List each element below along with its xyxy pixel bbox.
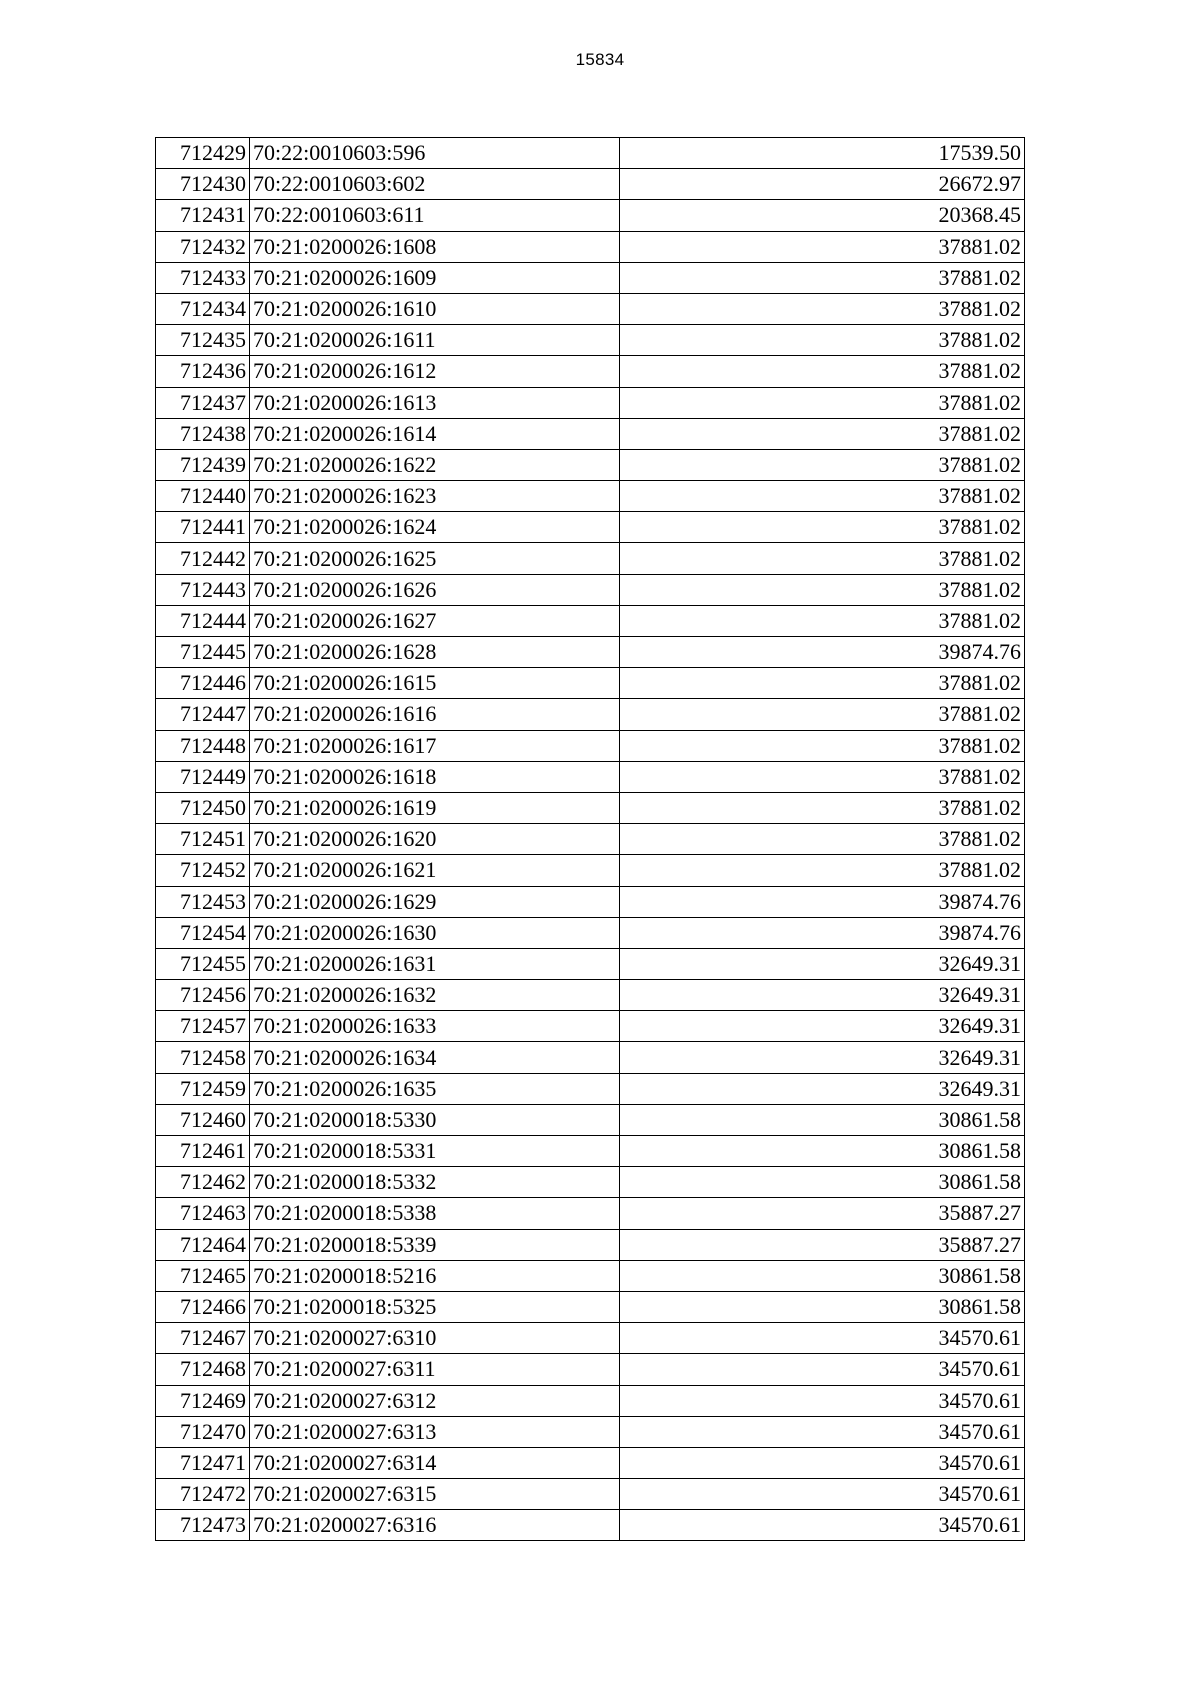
table-row [156,637,1025,668]
cadastral-number-cell: 70:21:0200026:1626 [250,574,620,605]
cadastral-number-cell: 70:21:0200026:1617 [250,730,620,761]
cadastral-number-cell: 70:21:0200026:1625 [250,543,620,574]
table-row [156,138,1025,169]
cadastral-number-cell: 70:21:0200026:1618 [250,761,620,792]
cadastral-number-cell: 70:21:0200018:5331 [250,1136,620,1167]
row-number-cell: 712461 [156,1136,250,1167]
cadastral-number-cell: 70:21:0200018:5330 [250,1104,620,1135]
row-number-cell: 712462 [156,1167,250,1198]
row-number-cell: 712472 [156,1479,250,1510]
row-number-cell: 712449 [156,761,250,792]
cadastral-number-cell: 70:21:0200027:6316 [250,1510,620,1541]
cadastral-number-cell: 70:21:0200026:1616 [250,699,620,730]
row-number-cell: 712435 [156,325,250,356]
cadastral-value-cell: 37881.02 [620,824,1025,855]
cadastral-value-cell: 34570.61 [620,1385,1025,1416]
cadastral-number-cell: 70:21:0200026:1619 [250,792,620,823]
row-number-cell: 712448 [156,730,250,761]
cadastral-number-cell: 70:21:0200026:1613 [250,387,620,418]
cadastral-value-cell: 37881.02 [620,418,1025,449]
cadastral-value-cell: 37881.02 [620,792,1025,823]
cadastral-value-cell: 37881.02 [620,325,1025,356]
cadastral-number-cell: 70:21:0200027:6314 [250,1447,620,1478]
table-row [156,1323,1025,1354]
row-number-cell: 712456 [156,980,250,1011]
table-row [156,668,1025,699]
table-row [156,1104,1025,1135]
table-row [156,1260,1025,1291]
cadastral-value-cell: 32649.31 [620,948,1025,979]
cadastral-number-cell: 70:21:0200026:1634 [250,1042,620,1073]
cadastral-value-cell: 35887.27 [620,1229,1025,1260]
row-number-cell: 712454 [156,917,250,948]
cadastral-value-cell: 37881.02 [620,387,1025,418]
cadastral-number-cell: 70:21:0200026:1631 [250,948,620,979]
table-row [156,1229,1025,1260]
cadastral-number-cell: 70:21:0200018:5325 [250,1291,620,1322]
table-row [156,574,1025,605]
cadastral-number-cell: 70:21:0200026:1635 [250,1073,620,1104]
cadastral-value-cell: 26672.97 [620,169,1025,200]
table-row [156,730,1025,761]
cadastral-number-cell: 70:21:0200027:6313 [250,1416,620,1447]
row-number-cell: 712439 [156,449,250,480]
table-row [156,1136,1025,1167]
cadastral-number-cell: 70:21:0200026:1612 [250,356,620,387]
cadastral-value-cell: 37881.02 [620,855,1025,886]
cadastral-value-cell: 37881.02 [620,512,1025,543]
cadastral-number-cell: 70:21:0200027:6312 [250,1385,620,1416]
row-number-cell: 712459 [156,1073,250,1104]
row-number-cell: 712452 [156,855,250,886]
row-number-cell: 712467 [156,1323,250,1354]
cadastral-number-cell: 70:22:0010603:596 [250,138,620,169]
cadastral-value-cell: 37881.02 [620,761,1025,792]
row-number-cell: 712466 [156,1291,250,1322]
page-number: 15834 [575,50,625,69]
table-row [156,418,1025,449]
cadastral-value-cell: 39874.76 [620,886,1025,917]
cadastral-number-cell: 70:21:0200026:1633 [250,1011,620,1042]
row-number-cell: 712437 [156,387,250,418]
cadastral-number-cell: 70:21:0200026:1610 [250,293,620,324]
cadastral-value-cell: 37881.02 [620,262,1025,293]
cadastral-value-cell: 20368.45 [620,200,1025,231]
cadastral-number-cell: 70:21:0200018:5216 [250,1260,620,1291]
row-number-cell: 712434 [156,293,250,324]
row-number-cell: 712442 [156,543,250,574]
table-row [156,512,1025,543]
row-number-cell: 712470 [156,1416,250,1447]
row-number-cell: 712438 [156,418,250,449]
cadastral-value-cell: 37881.02 [620,574,1025,605]
row-number-cell: 712465 [156,1260,250,1291]
table-row [156,761,1025,792]
cadastral-value-cell: 34570.61 [620,1416,1025,1447]
row-number-cell: 712440 [156,481,250,512]
row-number-cell: 712451 [156,824,250,855]
row-number-cell: 712446 [156,668,250,699]
table-row [156,792,1025,823]
table-row [156,200,1025,231]
cadastral-number-cell: 70:22:0010603:611 [250,200,620,231]
table-row [156,543,1025,574]
row-number-cell: 712464 [156,1229,250,1260]
row-number-cell: 712431 [156,200,250,231]
cadastral-number-cell: 70:21:0200026:1629 [250,886,620,917]
cadastral-number-cell: 70:21:0200026:1608 [250,231,620,262]
cadastral-number-cell: 70:21:0200026:1632 [250,980,620,1011]
table-row [156,1416,1025,1447]
table-row [156,886,1025,917]
cadastral-number-cell: 70:22:0010603:602 [250,169,620,200]
row-number-cell: 712460 [156,1104,250,1135]
table-row [156,169,1025,200]
cadastral-value-table [155,137,1025,1541]
table-row [156,980,1025,1011]
row-number-cell: 712444 [156,605,250,636]
cadastral-number-cell: 70:21:0200018:5339 [250,1229,620,1260]
row-number-cell: 712436 [156,356,250,387]
table-row [156,1011,1025,1042]
cadastral-number-cell: 70:21:0200026:1620 [250,824,620,855]
table-row [156,1073,1025,1104]
cadastral-number-cell: 70:21:0200027:6310 [250,1323,620,1354]
row-number-cell: 712441 [156,512,250,543]
table-row [156,387,1025,418]
cadastral-value-cell: 34570.61 [620,1510,1025,1541]
cadastral-number-cell: 70:21:0200026:1628 [250,637,620,668]
cadastral-number-cell: 70:21:0200026:1614 [250,418,620,449]
row-number-cell: 712430 [156,169,250,200]
cadastral-value-cell: 32649.31 [620,980,1025,1011]
cadastral-value-cell: 30861.58 [620,1291,1025,1322]
cadastral-number-cell: 70:21:0200026:1624 [250,512,620,543]
table-row [156,262,1025,293]
cadastral-value-cell: 30861.58 [620,1104,1025,1135]
cadastral-value-cell: 34570.61 [620,1323,1025,1354]
cadastral-value-cell: 34570.61 [620,1447,1025,1478]
cadastral-value-cell: 34570.61 [620,1479,1025,1510]
table-row [156,855,1025,886]
table-row [156,699,1025,730]
cadastral-number-cell: 70:21:0200026:1615 [250,668,620,699]
cadastral-value-cell: 37881.02 [620,668,1025,699]
table-row [156,325,1025,356]
table-row [156,449,1025,480]
cadastral-number-cell: 70:21:0200026:1611 [250,325,620,356]
cadastral-value-cell: 37881.02 [620,293,1025,324]
table-row [156,1447,1025,1478]
row-number-cell: 712457 [156,1011,250,1042]
cadastral-number-cell: 70:21:0200026:1627 [250,605,620,636]
cadastral-value-cell: 32649.31 [620,1073,1025,1104]
cadastral-value-cell: 37881.02 [620,231,1025,262]
table-row [156,1198,1025,1229]
cadastral-value-cell: 37881.02 [620,449,1025,480]
cadastral-number-cell: 70:21:0200026:1621 [250,855,620,886]
cadastral-number-cell: 70:21:0200026:1630 [250,917,620,948]
row-number-cell: 712468 [156,1354,250,1385]
table-row [156,1354,1025,1385]
row-number-cell: 712463 [156,1198,250,1229]
cadastral-value-cell: 37881.02 [620,543,1025,574]
table-row [156,231,1025,262]
table-row [156,1291,1025,1322]
row-number-cell: 712429 [156,138,250,169]
cadastral-value-cell: 30861.58 [620,1260,1025,1291]
cadastral-value-cell: 39874.76 [620,637,1025,668]
row-number-cell: 712458 [156,1042,250,1073]
cadastral-value-cell: 37881.02 [620,730,1025,761]
row-number-cell: 712453 [156,886,250,917]
row-number-cell: 712433 [156,262,250,293]
cadastral-value-cell: 30861.58 [620,1167,1025,1198]
table-row [156,293,1025,324]
cadastral-value-cell: 34570.61 [620,1354,1025,1385]
table-row [156,605,1025,636]
row-number-cell: 712455 [156,948,250,979]
table-row [156,1510,1025,1541]
cadastral-number-cell: 70:21:0200026:1623 [250,481,620,512]
table-row [156,1385,1025,1416]
cadastral-number-cell: 70:21:0200027:6315 [250,1479,620,1510]
row-number-cell: 712473 [156,1510,250,1541]
row-number-cell: 712447 [156,699,250,730]
table-row [156,1042,1025,1073]
cadastral-value-cell: 32649.31 [620,1042,1025,1073]
table-row [156,356,1025,387]
cadastral-value-cell: 30861.58 [620,1136,1025,1167]
cadastral-value-cell: 17539.50 [620,138,1025,169]
cadastral-number-cell: 70:21:0200018:5332 [250,1167,620,1198]
table-row [156,948,1025,979]
row-number-cell: 712443 [156,574,250,605]
cadastral-value-cell: 37881.02 [620,481,1025,512]
cadastral-number-cell: 70:21:0200018:5338 [250,1198,620,1229]
cadastral-value-cell: 35887.27 [620,1198,1025,1229]
cadastral-number-cell: 70:21:0200026:1622 [250,449,620,480]
table-row [156,917,1025,948]
row-number-cell: 712432 [156,231,250,262]
cadastral-value-cell: 37881.02 [620,356,1025,387]
table-row [156,1479,1025,1510]
cadastral-value-cell: 39874.76 [620,917,1025,948]
cadastral-value-cell: 37881.02 [620,605,1025,636]
table-body [156,138,1025,1541]
row-number-cell: 712445 [156,637,250,668]
cadastral-number-cell: 70:21:0200027:6311 [250,1354,620,1385]
row-number-cell: 712469 [156,1385,250,1416]
cadastral-number-cell: 70:21:0200026:1609 [250,262,620,293]
table-row [156,824,1025,855]
table-row [156,481,1025,512]
row-number-cell: 712450 [156,792,250,823]
table-row [156,1167,1025,1198]
cadastral-value-cell: 37881.02 [620,699,1025,730]
cadastral-value-cell: 32649.31 [620,1011,1025,1042]
row-number-cell: 712471 [156,1447,250,1478]
